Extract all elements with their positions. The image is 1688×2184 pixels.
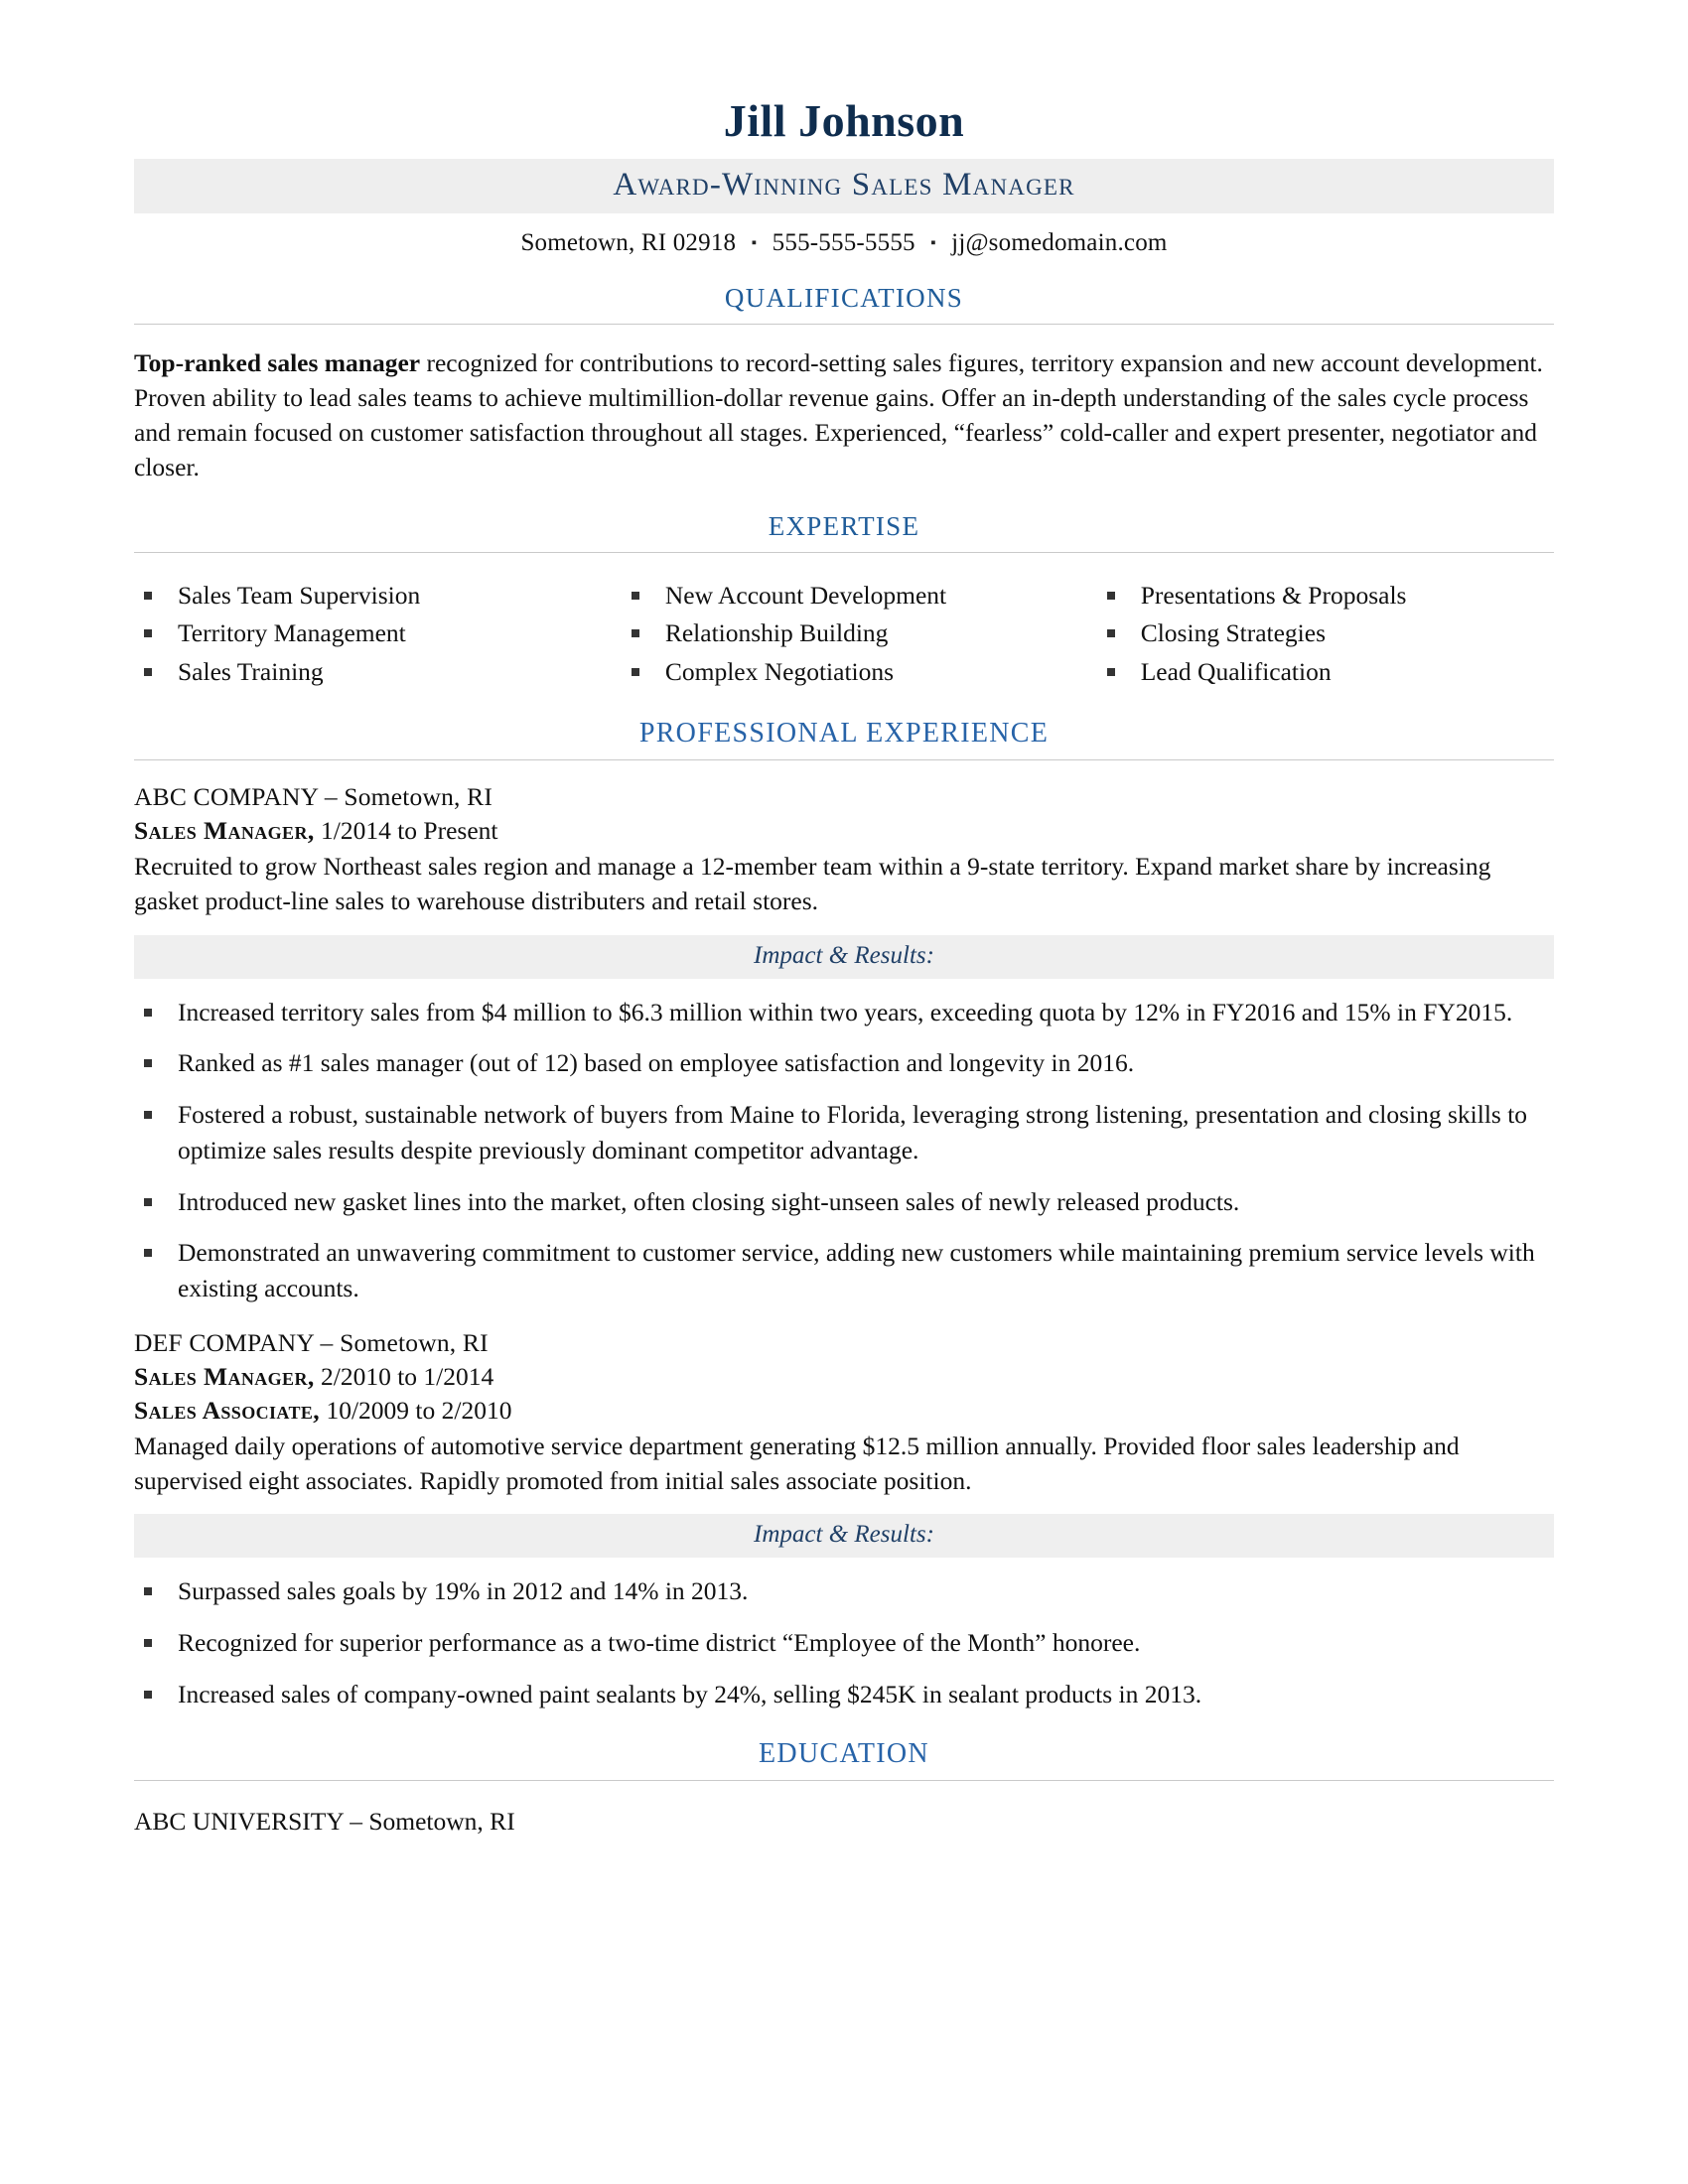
impact-text: Fostered a robust, sustainable network of buyers from Maine to Florida, leveraging strong listening, presentation and closing skills to optimize sales results despite previously dominant competitor advantage.	[178, 1100, 1528, 1164]
contact-separator-icon: ▪	[751, 235, 758, 251]
list-item	[144, 1235, 1554, 1305]
section-heading-qualifications: QUALIFICATIONS	[134, 283, 1554, 325]
impact-text: Introduced new gasket lines into the market, often closing sight-unseen sales of newly released products.	[178, 1186, 1240, 1216]
expertise-label: Presentations & Proposals	[1140, 580, 1407, 610]
experience-entry	[134, 782, 1554, 1306]
employer-name: ABC COMPANY – Sometown, RI	[134, 781, 493, 811]
expertise-column	[1083, 577, 1553, 692]
square-bullet-icon	[632, 629, 639, 637]
list-item	[144, 1045, 1554, 1081]
square-bullet-icon	[144, 1059, 152, 1067]
list-item	[144, 614, 614, 653]
experience-entry	[134, 1328, 1554, 1712]
impact-text: Demonstrated an unwavering commitment to customer service, adding new customers while maintaining premium service levels with existing accounts.	[178, 1238, 1535, 1302]
square-bullet-icon	[1107, 629, 1115, 637]
job-description: Recruited to grow Northeast sales region and manage a 12-member team within a 9-state territory. Expand market share by increasing gasket product-line sales to warehouse distributers and retail stores.	[134, 851, 1491, 915]
job-title: Sales Associate,	[134, 1395, 321, 1425]
job-title: Sales Manager,	[134, 1361, 315, 1391]
list-item	[144, 1677, 1554, 1712]
impact-text: Ranked as #1 sales manager (out of 12) based on employee satisfaction and longevity in 2016.	[178, 1048, 1135, 1078]
job-dates: 10/2009 to 2/2010	[320, 1395, 512, 1425]
job-role	[134, 816, 1554, 846]
job-dates: 1/2014 to Present	[314, 815, 498, 845]
impact-text: Recognized for superior performance as a two-time district “Employee of the Month” honoree.	[178, 1628, 1141, 1658]
education-school: ABC UNIVERSITY – Sometown, RI	[134, 1806, 515, 1836]
list-item	[632, 653, 1083, 692]
list-item	[1107, 614, 1553, 653]
contact-phone: 555-555-5555	[772, 229, 915, 256]
expertise-label: Closing Strategies	[1140, 618, 1327, 648]
contact-location: Sometown, RI 02918	[520, 229, 737, 256]
list-item	[144, 1625, 1554, 1661]
list-item	[1107, 577, 1553, 615]
expertise-label: Relationship Building	[664, 618, 889, 648]
impact-label: Impact & Results:	[754, 941, 934, 969]
expertise-label: Sales Team Supervision	[178, 580, 421, 610]
impact-list	[134, 1573, 1554, 1711]
qualifications-lead: Top-ranked sales manager	[134, 348, 421, 377]
square-bullet-icon	[144, 1639, 152, 1647]
list-item	[144, 995, 1554, 1030]
section-heading-education: EDUCATION	[134, 1738, 1554, 1781]
list-item	[1107, 653, 1553, 692]
list-item	[632, 577, 1083, 615]
expertise-column	[144, 577, 614, 692]
expertise-grid	[134, 577, 1554, 692]
square-bullet-icon	[1107, 668, 1115, 676]
square-bullet-icon	[632, 668, 639, 676]
job-description: Managed daily operations of automotive service department generating $12.5 million annually. Provided floor sales leadership and supervised eight associates. Rapidly promoted from initial sales associate position.	[134, 1431, 1460, 1495]
job-role	[134, 1362, 1554, 1392]
expertise-label: Territory Management	[178, 618, 406, 648]
contact-line	[134, 229, 1554, 257]
impact-list	[134, 995, 1554, 1306]
list-item	[632, 614, 1083, 653]
expertise-label: New Account Development	[664, 580, 947, 610]
square-bullet-icon	[144, 629, 152, 637]
list-item	[144, 1184, 1554, 1220]
section-heading-expertise: EXPERTISE	[134, 511, 1554, 553]
expertise-label: Complex Negotiations	[664, 657, 895, 687]
list-item	[144, 653, 614, 692]
employer-name: DEF COMPANY – Sometown, RI	[134, 1327, 489, 1357]
square-bullet-icon	[144, 1198, 152, 1206]
headline-band	[134, 159, 1554, 213]
list-item	[144, 577, 614, 615]
qualifications-body: recognized for contributions to record-setting sales figures, territory expansion and new account development. Proven ability to lead sales teams to achieve multimillion-dollar revenue gains. Offer an in-depth understanding of the sales cycle process and remain focused on customer satisfaction throughout all stages. Experienced, “fearless” cold-caller and expert presenter, negotiator and closer.	[134, 348, 1543, 481]
square-bullet-icon	[144, 592, 152, 600]
job-dates: 2/2010 to 1/2014	[314, 1361, 494, 1391]
qualifications-paragraph	[134, 346, 1554, 485]
contact-separator-icon: ▪	[930, 235, 936, 251]
square-bullet-icon	[144, 1009, 152, 1017]
square-bullet-icon	[632, 592, 639, 600]
square-bullet-icon	[144, 1111, 152, 1119]
square-bullet-icon	[144, 1587, 152, 1595]
square-bullet-icon	[1107, 592, 1115, 600]
job-title: Sales Manager,	[134, 815, 315, 845]
candidate-name: Jill Johnson	[723, 95, 965, 146]
impact-text: Increased territory sales from $4 million to $6.3 million within two years, exceeding quota by 12% in FY2016 and 15% in FY2015.	[178, 997, 1513, 1026]
square-bullet-icon	[144, 1691, 152, 1699]
impact-label: Impact & Results:	[754, 1521, 934, 1549]
expertise-label: Sales Training	[178, 657, 324, 687]
job-role	[134, 1396, 1554, 1426]
square-bullet-icon	[144, 668, 152, 676]
impact-text: Increased sales of company-owned paint sealants by 24%, selling $245K in sealant products in 2013.	[178, 1679, 1202, 1708]
list-item	[144, 1573, 1554, 1609]
impact-text: Surpassed sales goals by 19% in 2012 and 14% in 2013.	[178, 1576, 749, 1606]
contact-email[interactable]: jj@somedomain.com	[951, 229, 1168, 256]
candidate-headline: Award-Winning Sales Manager	[613, 167, 1075, 203]
section-heading-experience: PROFESSIONAL EXPERIENCE	[134, 718, 1554, 760]
impact-band	[134, 1514, 1554, 1558]
square-bullet-icon	[144, 1249, 152, 1257]
impact-band	[134, 935, 1554, 979]
expertise-label: Lead Qualification	[1140, 657, 1332, 687]
expertise-column	[614, 577, 1083, 692]
list-item	[144, 1097, 1554, 1167]
